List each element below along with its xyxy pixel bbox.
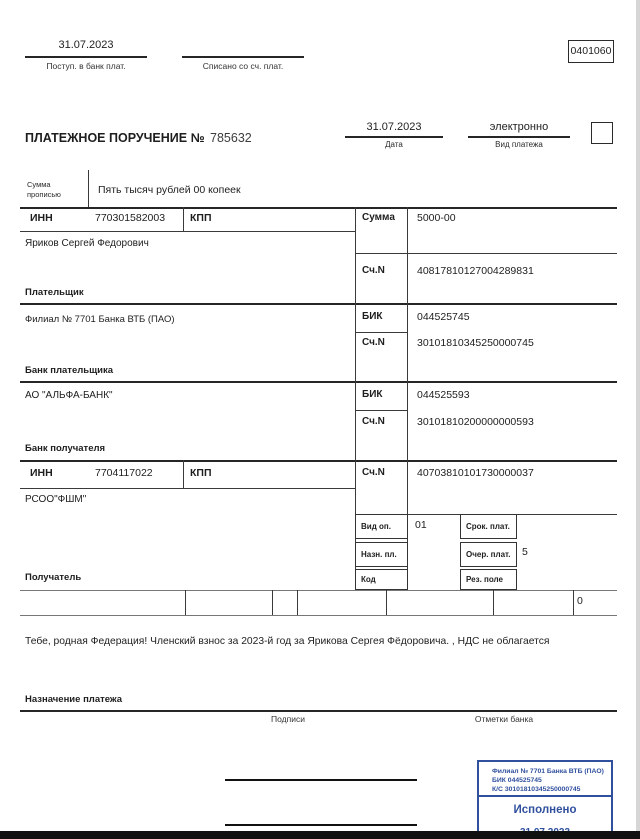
payee-bank-section-label: Банк получателя — [25, 443, 106, 454]
table-line — [20, 381, 617, 383]
stamp-bank-corr-account: К/С 30101810345250000745 — [492, 786, 581, 793]
payer-section-label: Плательщик — [25, 287, 84, 298]
bank-marks-label: Отметки банка — [474, 714, 534, 724]
table-line — [183, 460, 184, 488]
tax-row-line — [386, 590, 387, 615]
amount-words-value: Пять тысяч рублей 00 копеек — [98, 184, 241, 196]
payer-inn-label: ИНН — [30, 212, 53, 224]
payee-name: РСОО"ФШМ" — [25, 494, 87, 505]
payee-inn-label: ИНН — [30, 467, 53, 479]
amount-label: Сумма — [362, 212, 395, 223]
payer-bank-bik-label: БИК — [362, 311, 383, 322]
received-in-bank-date: 31.07.2023 — [58, 39, 114, 51]
table-line — [20, 303, 617, 305]
date-label: Дата — [385, 140, 403, 149]
payer-bank-bik-value: 044525745 — [417, 311, 470, 323]
received-underline — [25, 56, 147, 58]
table-line — [20, 207, 617, 209]
document-number: 785632 — [210, 131, 252, 145]
tax-row-line — [185, 590, 186, 615]
tax-row-line — [573, 590, 574, 615]
signature-line-1 — [225, 779, 417, 781]
stamp-bank-info — [492, 767, 604, 794]
tax-row-line — [272, 590, 273, 615]
payment-type-underline — [468, 136, 570, 138]
document-date: 31.07.2023 — [366, 121, 422, 133]
table-line — [355, 332, 407, 333]
table-line — [355, 253, 617, 254]
signature-line-2 — [225, 824, 417, 826]
stamp-bank-name: Филиал № 7701 Банка ВТБ (ПАО) — [492, 768, 604, 775]
payer-account-value: 40817810127004289831 — [417, 265, 534, 277]
purpose-text: Тебе, родная Федерация! Членский взнос за 2023-й год за Ярикова Сергея Фёдоровича. , НДС не облагается — [25, 636, 550, 647]
payee-bank-account-value: 30101810200000000593 — [417, 416, 534, 428]
received-in-bank-label: Поступ. в банк плат. — [46, 61, 126, 71]
payer-name: Яриков Сергей Федорович — [25, 238, 149, 249]
purpose-code-label: Назн. пл. — [361, 550, 397, 559]
payee-account-value: 40703810101730000037 — [417, 467, 534, 479]
reserve-field-box — [460, 569, 517, 590]
payment-type-label: Вид платежа — [495, 140, 543, 149]
payee-inn-value: 7704117022 — [95, 467, 153, 479]
amount-words-divider — [88, 170, 89, 207]
document-title — [25, 131, 252, 145]
payer-bank-account-value: 30101810345250000745 — [417, 337, 534, 349]
op-type-label: Вид оп. — [361, 522, 391, 531]
payer-bank-section-label: Банк плательщика — [25, 365, 114, 376]
reserve-field-label: Рез. поле — [466, 575, 503, 584]
payer-inn-value: 770301582003 — [95, 212, 166, 224]
payer-kpp-label: КПП — [190, 212, 212, 224]
op-type-box — [355, 514, 408, 539]
code-box — [355, 569, 408, 590]
term-box — [460, 514, 517, 539]
debited-underline — [182, 56, 304, 58]
purpose-label: Назначение платежа — [25, 694, 123, 705]
payment-type-value: электронно — [489, 121, 549, 133]
term-label: Срок. плат. — [466, 522, 510, 531]
payer-bank-name: Филиал № 7701 Банка ВТБ (ПАО) — [25, 314, 175, 325]
code-label: Код — [361, 575, 376, 584]
date-underline — [345, 136, 443, 138]
payee-kpp-label: КПП — [190, 467, 212, 479]
window-bottom-bar — [0, 831, 640, 839]
priority-box — [460, 542, 517, 567]
priority-label: Очер. плат. — [466, 550, 511, 559]
table-line — [183, 207, 184, 231]
tax-row-line — [493, 590, 494, 615]
tax-row-value: 0 — [577, 595, 583, 607]
table-line — [355, 410, 407, 411]
payer-bank-account-label: Сч.N — [362, 337, 385, 348]
reserve-checkbox — [591, 122, 613, 144]
payee-bank-account-label: Сч.N — [362, 416, 385, 427]
payer-account-label: Сч.N — [362, 265, 385, 276]
signatures-label: Подписи — [271, 714, 305, 724]
bank-stamp — [477, 760, 613, 839]
stamp-bank-bik: БИК 044525745 — [492, 777, 542, 784]
stamp-divider — [479, 795, 611, 797]
table-line — [20, 590, 617, 591]
form-code-box: 0401060 — [568, 40, 614, 63]
page-right-edge — [636, 0, 640, 839]
payee-account-label: Сч.N — [362, 467, 385, 478]
tax-row-line — [297, 590, 298, 615]
table-line — [20, 460, 617, 462]
amount-words-label: Сумма прописью — [27, 180, 61, 199]
payee-section-label: Получатель — [25, 572, 82, 583]
stamp-status: Исполнено — [513, 804, 577, 816]
document-title-text: ПЛАТЕЖНОЕ ПОРУЧЕНИЕ № — [25, 131, 205, 145]
table-line — [20, 615, 617, 616]
priority-value: 5 — [522, 546, 528, 558]
op-type-value: 01 — [415, 519, 427, 531]
amount-value: 5000-00 — [417, 212, 456, 224]
payee-bank-bik-value: 044525593 — [417, 389, 470, 401]
purpose-code-box — [355, 542, 408, 567]
table-line — [20, 488, 355, 489]
payee-bank-name: АО "АЛЬФА-БАНК" — [25, 390, 113, 401]
debited-label: Списано со сч. плат. — [202, 61, 284, 71]
payee-bank-bik-label: БИК — [362, 389, 383, 400]
purpose-bottom-line — [20, 710, 617, 712]
table-line — [20, 231, 355, 232]
